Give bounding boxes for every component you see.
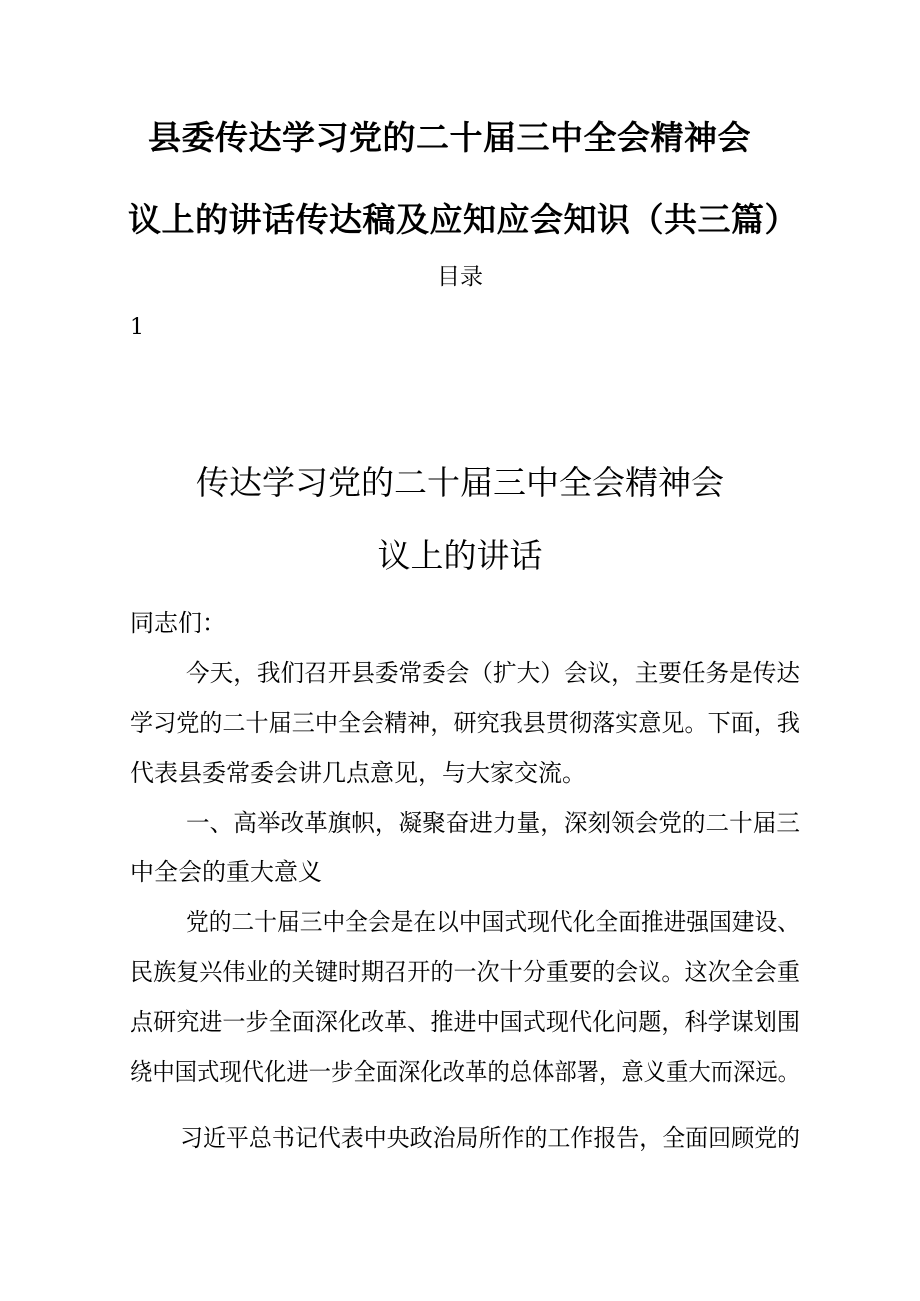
- paragraph-line: 民族复兴伟业的关键时期召开的一次十分重要的会议。这次全会重: [130, 958, 800, 986]
- document-title-line-1: 县委传达学习党的二十届三中全会精神会: [148, 118, 751, 157]
- toc-heading: 目录: [437, 264, 483, 290]
- paragraph-line: 习近平总书记代表中央政治局所作的工作报告，全面回顾党的: [180, 1124, 800, 1152]
- section-heading-line: 中全会的重大意义: [130, 858, 322, 886]
- section-heading-line: 一、高举改革旗帜，凝聚奋进力量，深刻领会党的二十届三: [186, 809, 800, 837]
- speech-title-line-1: 传达学习党的二十届三中全会精神会: [196, 463, 724, 502]
- toc-item: 1: [130, 315, 144, 340]
- paragraph-line: 党的二十届三中全会是在以中国式现代化全面推进强国建设、: [186, 908, 800, 936]
- paragraph-line: 代表县委常委会讲几点意见，与大家交流。: [130, 759, 586, 787]
- speech-title-line-2: 议上的讲话: [377, 536, 543, 575]
- paragraph-line: 今天，我们召开县委常委会（扩大）会议，主要任务是传达: [186, 659, 800, 687]
- document-title-line-2: 议上的讲话传达稿及应知应会知识（共三篇）: [128, 200, 798, 239]
- paragraph-line: 学习党的二十届三中全会精神，研究我县贯彻落实意见。下面，我: [130, 709, 800, 737]
- paragraph-line: 绕中国式现代化进一步全面深化改革的总体部署，意义重大而深远。: [130, 1058, 800, 1086]
- speech-greeting: 同志们：: [130, 609, 226, 637]
- paragraph-line: 点研究进一步全面深化改革、推进中国式现代化问题，科学谋划围: [130, 1008, 800, 1036]
